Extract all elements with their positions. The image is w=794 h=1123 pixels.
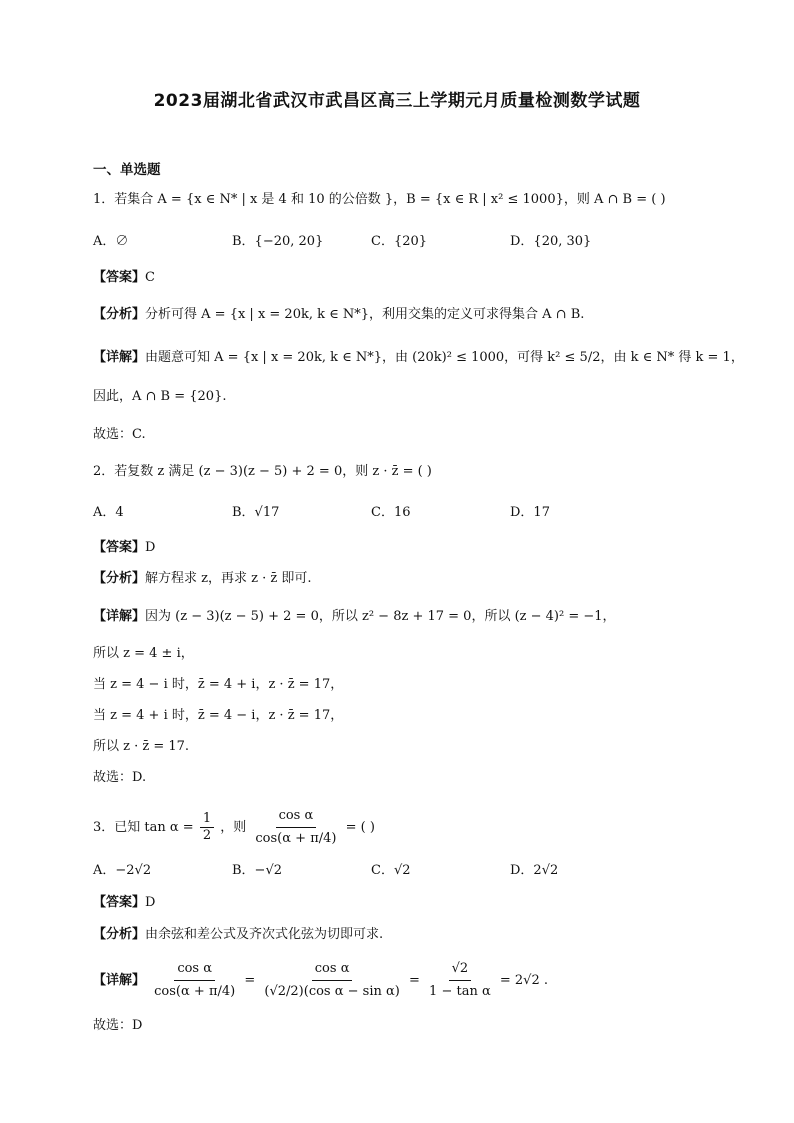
q2-answer-line [93,538,155,558]
fraction-denominator: cos(α + π/4) [154,984,236,999]
q2-detail-3: 当 z = 4 − i 时，z̄ = 4 + i，z · z̄ = 17， [93,677,344,692]
fraction-numerator: 1 [200,811,214,828]
q3-stem-suffix: = ( ) [345,820,375,835]
page-title: 2023届湖北省武汉市武昌区高三上学期元月质量检测数学试题 [153,91,641,111]
fraction-numerator: cos α [312,958,353,981]
q2-conclusion: 故选：D. [93,770,147,785]
q3-option-c: C．√2 [371,863,411,878]
q2-analysis: 解方程求 z，再求 z · z̄ 即可. [145,571,312,586]
analysis-tag: 【分析】 [93,307,146,322]
q1-answer: C [145,270,155,285]
q2-stem: 2．若复数 z 满足 (z − 3)(z − 5) + 2 = 0，则 z · z̄ = ( ) [93,464,432,479]
q3-detail-fraction-2 [261,958,402,1003]
answer-tag: 【答案】 [93,540,146,555]
q3-answer-line [93,893,155,913]
answer-tag: 【答案】 [93,895,146,910]
q1-option-b: B．{−20, 20} [232,234,324,249]
q3-stem-mid: ，则 [220,820,247,835]
q2-option-a: A．4 [93,505,124,520]
q3-conclusion: 故选：D [93,1018,143,1033]
fraction-numerator: √2 [449,958,472,981]
q1-option-c: C．{20} [371,234,428,249]
q3-stem-prefix: 3．已知 tan α = [93,820,198,835]
q1-analysis-line [93,305,584,325]
q1-stem: 1．若集合 A = {x ∈ N* | x 是 4 和 10 的公倍数 }，B = {x ∈ R | x² ≤ 1000}，则 A ∩ B = ( ) [93,192,666,207]
equals-sign: = [409,973,420,988]
q2-option-d: D．17 [510,505,550,520]
q3-tan-fraction [200,811,214,844]
q1-analysis: 分析可得 A = {x | x = 20k, k ∈ N*}，利用交集的定义可求得集合 A ∩ B. [145,307,585,322]
fraction-denominator: cos(α + π/4) [255,831,337,846]
q2-detail-1: 因为 (z − 3)(z − 5) + 2 = 0，所以 z² − 8z + 17 = 0，所以 (z − 4)² = −1， [145,609,616,624]
q2-detail-2: 所以 z = 4 ± i， [93,646,194,661]
q3-detail-line [93,955,548,1007]
q1-conclusion: 故选：C. [93,427,146,442]
q2-option-b: B．√17 [232,505,280,520]
q1-detail-1: 由题意可知 A = {x | x = 20k, k ∈ N*}，由 (20k)² ≤ 1000，可得 k² ≤ 5/2，由 k ∈ N* 得 k = 1， [145,350,744,365]
equals-sign: = [244,973,256,988]
q3-option-a: A．−2√2 [93,863,152,878]
q3-option-d: D．2√2 [510,863,559,878]
fraction-denominator: 2 [202,828,212,843]
section-heading: 一、单选题 [93,162,161,178]
q2-detail-4: 当 z = 4 + i 时，z̄ = 4 − i，z · z̄ = 17， [93,708,344,723]
q3-expression-fraction [252,805,339,850]
detail-tag: 【详解】 [93,609,146,624]
q3-stem [93,804,375,852]
answer-tag: 【答案】 [93,270,146,285]
q2-detail-line-1 [93,607,616,627]
q1-option-a: A．∅ [93,234,129,249]
detail-tag: 【详解】 [93,973,146,988]
q1-option-d: D．{20, 30} [510,234,592,249]
fraction-numerator: cos α [174,958,215,981]
q3-answer: D [145,895,156,910]
analysis-tag: 【分析】 [93,571,146,586]
q3-analysis-line [93,925,383,945]
q3-detail-fraction-3 [426,958,494,1003]
q2-answer: D [145,540,156,555]
q3-detail-fraction-1 [151,958,238,1003]
q1-detail-line-1 [93,348,744,368]
fraction-numerator: cos α [276,805,317,828]
analysis-tag: 【分析】 [93,927,146,942]
q3-detail-result: = 2√2 . [499,973,548,988]
q3-option-b: B．−√2 [232,863,283,878]
q2-option-c: C．16 [371,505,411,520]
q2-detail-5: 所以 z · z̄ = 17. [93,739,190,754]
q1-answer-line [93,268,155,288]
q1-detail-2: 因此，A ∩ B = {20}. [93,389,227,404]
fraction-denominator: 1 − tan α [429,984,491,999]
fraction-denominator: (√2/2)(cos α − sin α) [264,984,400,999]
q2-analysis-line [93,569,312,589]
detail-tag: 【详解】 [93,350,146,365]
q3-analysis: 由余弦和差公式及齐次式化弦为切即可求. [145,927,384,942]
